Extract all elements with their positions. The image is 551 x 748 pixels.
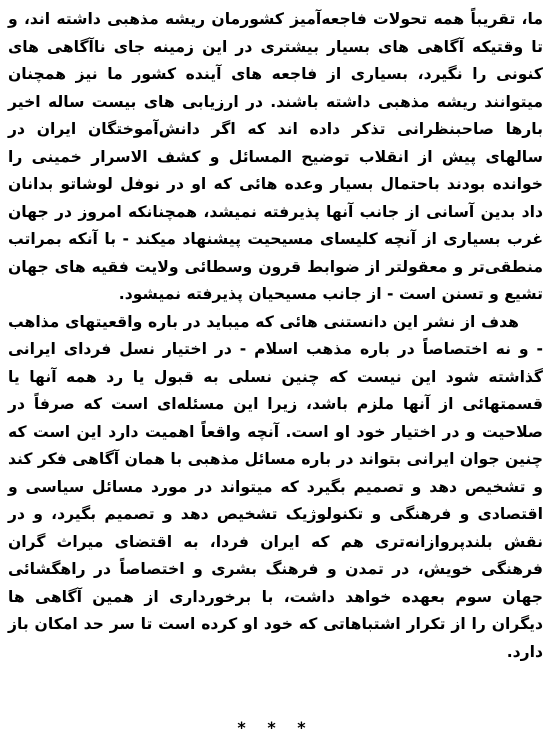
paragraph-1: ما، تقریباً همه تحولات فاجعه‌آمیز کشورمان ریشه مذهبی داشته اند، و تا وقتیکه آگاهی های بسیار بیشتری در این زمینه جای ناآگاهی های کنونی را نگیرد، بسیاری از فاجعه های آینده کشور ما نیز همچنان میتوانند ریشه مذهبی داشته باشند. در ارزیابی های بیست ساله اخیر بارها صاحبنظرانی تذکر داده اند که اگر دانش‌آموختگان ایران در سالهای پیش از انقلاب توضیح المسائل و کشف الاسرار خمینی را خوانده بودند باحتمال بسیار وعده هائی که او در نوفل لوشاتو بدانان داد بدین آسانی از جانب آنها پذیرفته نمیشد، همچنانکه امروز در جهان غرب بسیاری از آنچه کلیسای مسیحیت پیشنهاد میکند - با آنکه بمراتب منطقی‌تر و معقولتر از ضوابط قرون وسطائی ولایت فقیه های جهان تشیع و تسنن است - از جانب مسیحیان پذیرفته نمیشود. — [8, 10, 543, 303]
paragraph-2: هدف از نشر این دانستنی هائی که میباید در باره واقعیتهای مذاهب - و نه اختصاصاً در باره مذهب اسلام - در اختیار نسل فردای ایرانی گذاشته شود این نیست که چنین نسلی به قبول یا رد همه آنها یا قسمتهائی از آنها ملزم باشد، زیرا این مسئله‌ای است که صرفاً در صلاحیت و در اختیار خود او است. آنچه واقعاً اهمیت دارد این است که چنین جوان ایرانی بتواند در باره مسائل مذهبی با همان آگاهی فکر کند و تشخیص دهد و تصمیم بگیرد که میتواند در مورد مسائل سیاسی و اقتصادی و فرهنگی و تکنولوژیک تشخیص دهد و تصمیم بگیرد، و در نقش بلندپروازانه‌تری هم که ایران فردا، به اقتضای میراث گران فرهنگی خویش، در تمدن و فرهنگ بشری و اختصاصاً در راهگشائی جهان سوم بعهده خواهد داشت، با برخورداری از همین آگاهی ها دیگران را از تکرار اشتباهاتی که خود او کرده است تا سر حد امکان باز دارد. — [8, 312, 543, 661]
document-page — [8, 6, 543, 666]
section-separator: * * * — [237, 718, 314, 737]
